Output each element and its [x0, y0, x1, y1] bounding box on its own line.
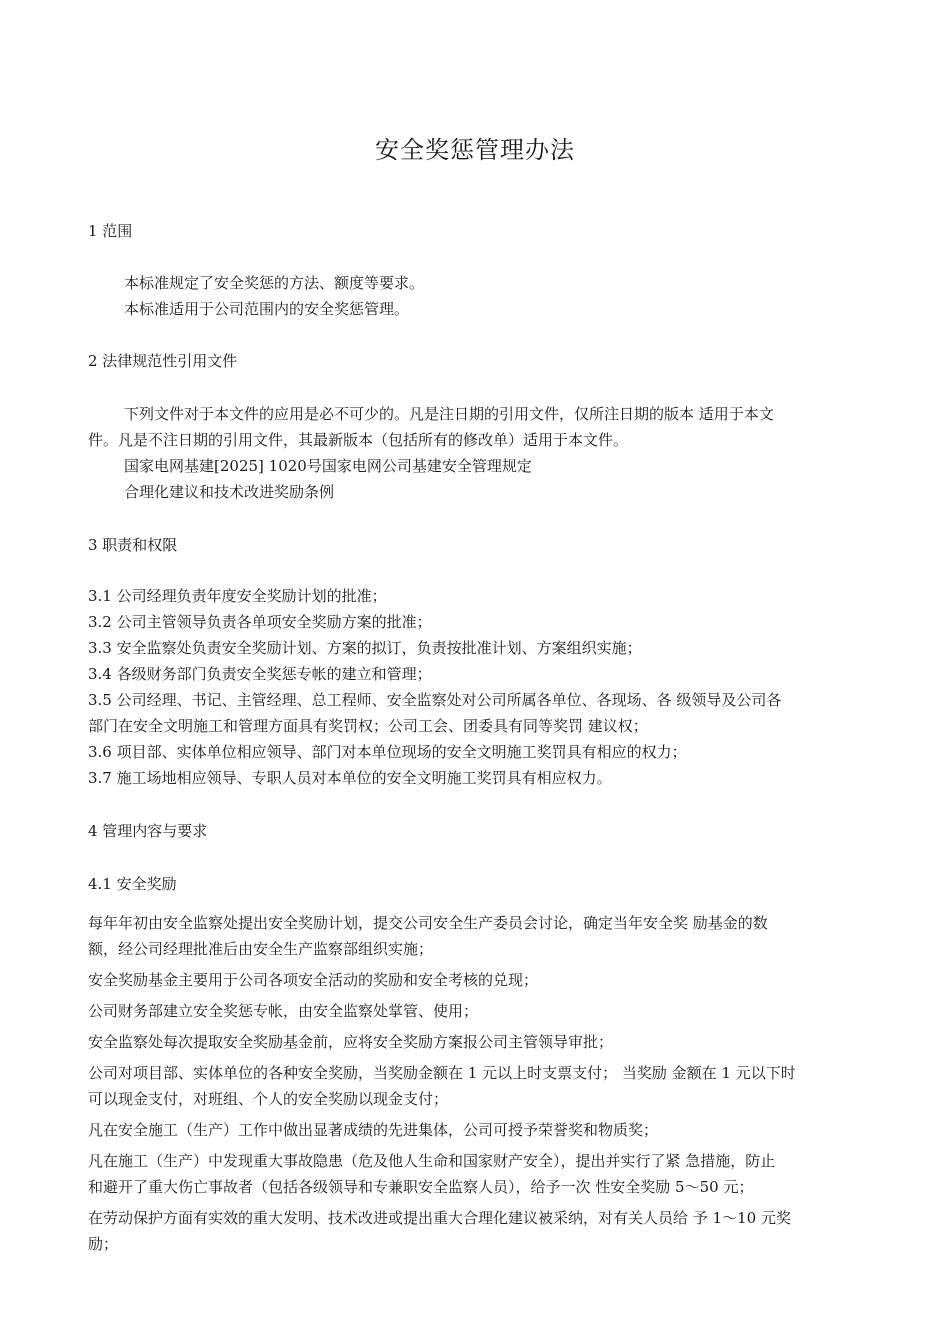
reward-paragraph-5-line-1: 公司对项目部、实体单位的各种安全奖励，当奖励金额在 1 元以上时支票支付； 当奖励 金额在 1 元以下时	[88, 1064, 796, 1082]
section-1-paragraph-2: 本标准适用于公司范围内的安全奖惩管理。	[124, 300, 410, 318]
duty-item-3-7: 3.7 施工场地相应领导、专职人员对本单位的安全文明施工奖罚具有相应权力。	[88, 769, 612, 787]
section-2-heading: 2 法律规范性引用文件	[88, 352, 238, 370]
reward-paragraph-8-line-2: 励；	[88, 1235, 119, 1253]
duty-item-3-5-line-1: 3.5 公司经理、书记、主管经理、总工程师、安全监察处对公司所属各单位、各现场、各 级领导及公司各	[88, 691, 782, 709]
duty-item-3-3: 3.3 安全监察处负责安全奖励计划、方案的拟订，负责按批准计划、方案组织实施；	[88, 639, 642, 657]
section-1-heading: 1 范围	[88, 222, 133, 240]
section-2-paragraph-line-2: 件。凡是不注日期的引用文件，其最新版本（包括所有的修改单）适用于本文件。	[88, 431, 629, 449]
reference-item-1: 国家电网基建[2025] 1020号国家电网公司基建安全管理规定	[124, 457, 532, 475]
duty-item-3-2: 3.2 公司主管领导负责各单项安全奖励方案的批准；	[88, 613, 432, 631]
reward-paragraph-2: 安全奖励基金主要用于公司各项安全活动的奖励和安全考核的兑现；	[88, 971, 539, 989]
reward-paragraph-7-line-1: 凡在施工（生产）中发现重大事故隐患（危及他人生命和国家财产安全），提出并实行了紧 急措施，防止	[88, 1152, 776, 1170]
reward-paragraph-4: 安全监察处每次提取安全奖励基金前，应将安全奖励方案报公司主管领导审批；	[88, 1033, 614, 1051]
reference-item-2: 合理化建议和技术改进奖励条例	[124, 483, 335, 501]
section-4-heading: 4 管理内容与要求	[88, 822, 208, 840]
reward-paragraph-8-line-1: 在劳动保护方面有实效的重大发明、技术改进或提出重大合理化建议被采纳，对有关人员给 予 1〜10 元奖	[88, 1209, 791, 1227]
reward-paragraph-3: 公司财务部建立安全奖惩专帐，由安全监察处掌管、使用；	[88, 1002, 479, 1020]
duty-item-3-1: 3.1 公司经理负责年度安全奖励计划的批准；	[88, 587, 387, 605]
document-title: 安全奖惩管理办法	[375, 136, 575, 164]
section-3-heading: 3 职责和权限	[88, 536, 178, 554]
reward-paragraph-1-line-2: 额，经公司经理批准后由安全生产监察部组织实施；	[88, 940, 434, 958]
reward-paragraph-6: 凡在安全施工（生产）工作中做出显著成绩的先进集体，公司可授予荣誉奖和物质奖；	[88, 1121, 659, 1139]
duty-item-3-6: 3.6 项目部、实体单位相应领导、部门对本单位现场的安全文明施工奖罚具有相应的权力；	[88, 743, 687, 761]
reward-paragraph-1-line-1: 每年年初由安全监察处提出安全奖励计划，提交公司安全生产委员会讨论，确定当年安全奖 励基金的数	[88, 914, 768, 932]
section-1-paragraph-1: 本标准规定了安全奖惩的方法、额度等要求。	[124, 274, 425, 292]
reward-paragraph-5-line-2: 可以现金支付，对班组、个人的安全奖励以现金支付；	[88, 1090, 449, 1108]
duty-item-3-5-line-2: 部门在安全文明施工和管理方面具有奖罚权；公司工会、团委具有同等奖罚 建议权；	[88, 717, 648, 735]
subsection-4-1-heading: 4.1 安全奖励	[88, 875, 177, 893]
reward-paragraph-7-line-2: 和避开了重大伤亡事故者（包括各级领导和专兼职安全监察人员），给予一次 性安全奖励 5〜50 元；	[88, 1178, 754, 1196]
section-2-paragraph-line-1: 下列文件对于本文件的应用是必不可少的。凡是注日期的引用文件，仅所注日期的版本 适用于本文	[124, 405, 774, 423]
duty-item-3-4: 3.4 各级财务部门负责安全奖惩专帐的建立和管理；	[88, 665, 432, 683]
